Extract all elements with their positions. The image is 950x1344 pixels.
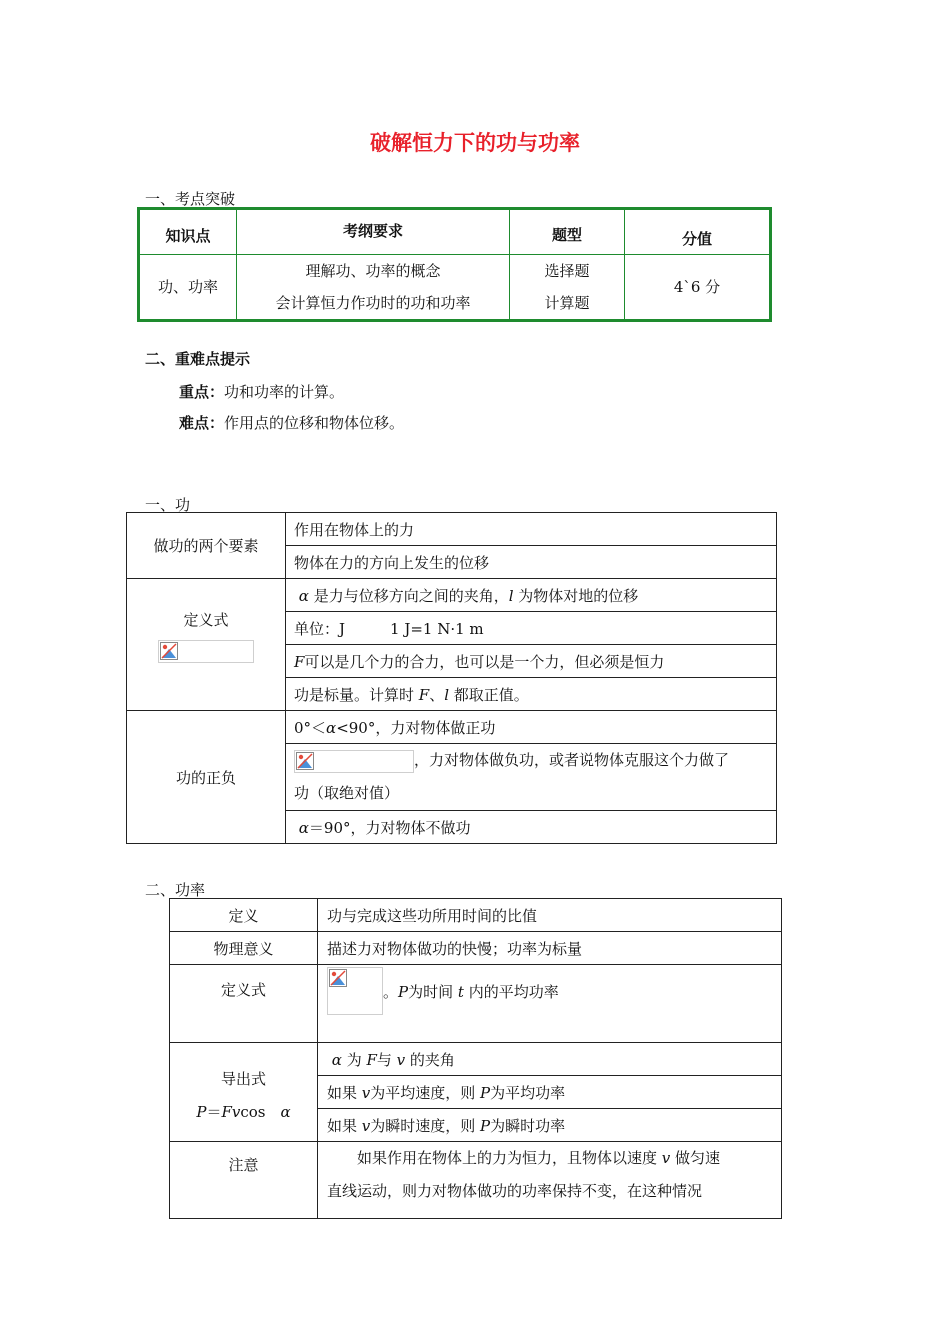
section-heading-key-points: 二、重难点提示 [145, 350, 251, 368]
P-symbol-4: P [480, 1116, 491, 1135]
derived-label-text: 导出式 [220, 1070, 266, 1088]
question-type-1: 选择题 [544, 262, 590, 280]
derived-row-average-a: 如果 [327, 1083, 362, 1102]
derived-row-angle-c: 的夹角 [405, 1050, 455, 1069]
derived-row-angle [318, 1043, 782, 1076]
key-label: 重点： [179, 383, 225, 401]
page-title: 破解恒力下的功与功率 [370, 131, 580, 155]
header-question-type: 题型 [510, 209, 625, 255]
work-table [126, 512, 777, 844]
label-power-definition: 定义 [170, 899, 318, 932]
Fv-symbol: Fv [221, 1103, 241, 1121]
formula-image-placeholder-icon [294, 750, 414, 773]
def-row-unit: 单位：J 1 J=1 N·1 m [286, 612, 777, 645]
v-symbol-3: v [361, 1116, 371, 1135]
formula-image-placeholder-icon [158, 640, 254, 663]
formula-image-placeholder-icon [327, 967, 383, 1015]
definition-label-text: 定义式 [183, 610, 229, 629]
sign-row-zero-text: ＝90°，力对物体不做功 [308, 818, 471, 837]
F-symbol-2: F [418, 685, 430, 704]
derived-row-average-b: 为平均速度，则 [370, 1083, 481, 1102]
derived-row-instant-c: 为瞬时功率 [490, 1116, 566, 1135]
header-requirement: 考纲要求 [237, 209, 510, 255]
v-symbol-2: v [361, 1083, 371, 1102]
difficulty-text: 作用点的位移和物体位移。 [224, 414, 405, 432]
section-heading-work: 一、功 [145, 496, 191, 514]
alpha-symbol-3: α [298, 818, 309, 837]
sign-row-negative [286, 744, 777, 811]
t-symbol: t [457, 983, 464, 1001]
alpha-symbol: α [298, 586, 309, 605]
def-row-force-text: 可以是几个力的合力，也可以是一个力，但必须是恒力 [304, 652, 665, 671]
sign-row-positive-a: 0°＜ [294, 718, 327, 737]
note-text [318, 1142, 782, 1219]
cell-score: 4`6 分 [625, 255, 771, 321]
label-sign: 功的正负 [127, 711, 286, 844]
P-symbol-2: P [196, 1103, 207, 1121]
difficulty-line [179, 412, 404, 433]
note-line-1b: 做匀速 [670, 1149, 721, 1167]
label-definition [127, 579, 286, 711]
cell-knowledge-point: 功、功率 [139, 255, 237, 321]
power-formula-row [318, 965, 782, 1043]
F-symbol: F [294, 652, 305, 671]
section-heading-power: 二、功率 [145, 881, 206, 899]
formula-text-b: 为时间 [408, 983, 458, 1001]
def-row-scalar-a: 功是标量。计算时 [294, 685, 419, 704]
question-type-2: 计算题 [544, 294, 590, 312]
sign-row-zero [286, 811, 777, 844]
sign-row-negative-cont: 功（取绝对值） [294, 784, 400, 802]
def-row-scalar-end: 都取正值。 [449, 685, 529, 704]
derived-row-angle-a: 为 [341, 1050, 367, 1069]
v-symbol: v [396, 1050, 406, 1069]
alpha-symbol-5: α [331, 1050, 342, 1069]
note-line-2: 直线运动，则力对物体做功的功率保持不变，在这种情况 [327, 1182, 703, 1200]
formula-text-c: 内的平均功率 [463, 983, 559, 1001]
physical-meaning-text: 描述力对物体做功的快慢；功率为标量 [318, 932, 782, 965]
section-heading-exam-points: 一、考点突破 [145, 190, 236, 208]
formula-dot: 。 [383, 983, 399, 1001]
requirement-line-2: 会计算恒力作功时的功和功率 [275, 294, 471, 312]
key-point-line [179, 381, 344, 402]
sign-row-positive-end: <90°，力对物体做正功 [336, 718, 496, 737]
label-formula: 定义式 [170, 965, 318, 1043]
header-knowledge-point: 知识点 [139, 209, 237, 255]
def-row-angle [286, 579, 777, 612]
label-physical-meaning: 物理意义 [170, 932, 318, 965]
def-row-angle-end: 为物体对地的位移 [513, 586, 639, 605]
derived-row-instant [318, 1109, 782, 1142]
l-symbol-2: l [444, 685, 450, 704]
element-displacement: 物体在力的方向上发生的位移 [286, 546, 777, 579]
element-force: 作用在物体上的力 [286, 513, 777, 546]
derived-formula [170, 1101, 317, 1122]
def-row-force [286, 645, 777, 678]
equals: ＝ [206, 1103, 222, 1121]
def-row-angle-text: 是力与位移方向之间的夹角， [308, 586, 509, 605]
sign-row-positive [286, 711, 777, 744]
label-derived-formula [170, 1043, 318, 1142]
key-text: 功和功率的计算。 [224, 383, 345, 401]
P-symbol-3: P [480, 1083, 491, 1102]
def-row-scalar [286, 678, 777, 711]
cell-requirement [237, 255, 510, 321]
requirement-line-1: 理解功、功率的概念 [305, 262, 441, 280]
alpha-symbol-2: α [326, 718, 337, 737]
derived-row-instant-a: 如果 [327, 1116, 362, 1135]
P-symbol: P [398, 983, 409, 1001]
F-symbol-3: F [366, 1050, 377, 1069]
header-score: 分值 [625, 209, 771, 255]
label-two-elements: 做功的两个要素 [127, 513, 286, 579]
derived-row-average [318, 1076, 782, 1109]
separator: 、 [429, 685, 445, 704]
derived-row-average-c: 为平均功率 [490, 1083, 566, 1102]
derived-row-instant-b: 为瞬时速度，则 [370, 1116, 481, 1135]
power-definition-text: 功与完成这些功所用时间的比值 [318, 899, 782, 932]
sign-row-negative-text: ，力对物体做负功，或者说物体克服这个力做了 [414, 751, 730, 769]
cos-text: cos [240, 1103, 281, 1121]
note-line-1a: 如果作用在物体上的力为恒力，且物体以速度 [357, 1149, 662, 1167]
v-symbol-4: v [661, 1149, 671, 1167]
cell-question-type [510, 255, 625, 321]
power-table [169, 898, 782, 1219]
exam-points-table [137, 207, 772, 322]
label-note: 注意 [170, 1142, 318, 1219]
l-symbol: l [508, 586, 514, 605]
alpha-symbol-4: α [280, 1103, 291, 1121]
derived-row-angle-b: 与 [376, 1050, 397, 1069]
difficulty-label: 难点： [179, 414, 225, 432]
